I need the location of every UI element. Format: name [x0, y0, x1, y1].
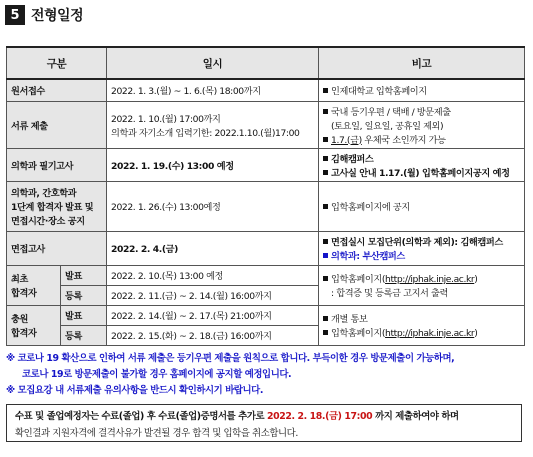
- row-note: 입학홈페이지에 공지: [319, 181, 525, 231]
- notes: [6, 351, 526, 399]
- row-subcategory: 등록: [61, 285, 107, 305]
- row-date: 2022. 2. 10.(목) 13:00 예정: [107, 265, 319, 285]
- schedule-table: [6, 46, 525, 346]
- bullet-icon: [323, 239, 328, 244]
- table-row: [7, 305, 525, 325]
- notice-line: 확인결과 지원자격에 결격사유가 발견될 경우 합격 및 입학을 취소합니다.: [15, 428, 298, 439]
- section-number: 5: [5, 5, 25, 25]
- row-note: 개별 통보 입학홈페이지(http://iphak.inje.ac.kr): [319, 305, 525, 345]
- row-category: 충원 합격자: [7, 305, 61, 345]
- row-date: 2022. 2. 11.(금) ~ 2. 14.(월) 16:00까지: [107, 285, 319, 305]
- table-row: [7, 231, 525, 265]
- row-category: 최초 합격자: [7, 265, 61, 305]
- homepage-link[interactable]: http://iphak.inje.ac.kr: [385, 328, 475, 339]
- row-date: 2022. 2. 15.(화) ~ 2. 18.(금) 16:00까지: [107, 325, 319, 345]
- homepage-link[interactable]: http://iphak.inje.ac.kr: [385, 274, 475, 285]
- row-subcategory: 등록: [61, 325, 107, 345]
- bullet-icon: [323, 330, 328, 335]
- note-line: ※ 코로나 19 확산으로 인하여 서류 제출은 등기우편 제출을 원칙으로 합니다. 부득이한 경우 방문제출이 가능하며,: [6, 353, 455, 364]
- table-row: [7, 181, 525, 231]
- notice-box: [6, 404, 522, 442]
- header-category: 구분: [7, 47, 107, 79]
- table-row: [7, 79, 525, 101]
- row-category: 면접고사: [7, 231, 107, 265]
- row-category: 의학과 필기고사: [7, 148, 107, 181]
- row-date: 2022. 2. 4.(금): [107, 231, 319, 265]
- table-row: [7, 148, 525, 181]
- header-note: 비고: [319, 47, 525, 79]
- notice-line: 수표 및 졸업예정자는 수료(졸업) 후 수료(졸업)증명서를 추가로 2022. 2. 18.(금) 17:00 까지 제출하여야 하며: [15, 411, 459, 422]
- row-note: 김해캠퍼스 고사실 안내 1.17.(월) 입학홈페이지공지 예정: [319, 148, 525, 181]
- row-date: 2022. 2. 14.(월) ~ 2. 17.(목) 21:00까지: [107, 305, 319, 325]
- row-date: 2022. 1. 26.(수) 13:00예정: [107, 181, 319, 231]
- row-note: 면접실시 모집단위(의학과 제외): 김해캠퍼스 의학과: 부산캠퍼스: [319, 231, 525, 265]
- bullet-icon: [323, 253, 328, 258]
- row-note: 입학홈페이지(http://iphak.inje.ac.kr) : 합격증 및 등록금 고지서 출력: [319, 265, 525, 305]
- row-subcategory: 발표: [61, 265, 107, 285]
- section-title: 전형일정: [31, 8, 84, 24]
- bullet-icon: [323, 316, 328, 321]
- row-date: 2022. 1. 3.(월) ~ 1. 6.(목) 18:00까지: [107, 79, 319, 101]
- row-subcategory: 발표: [61, 305, 107, 325]
- bullet-icon: [323, 204, 328, 209]
- bullet-icon: [323, 170, 328, 175]
- row-category: 원서접수: [7, 79, 107, 101]
- note-line: 코로나 19로 방문제출이 불가할 경우 홈페이지에 공지할 예정입니다.: [22, 369, 292, 380]
- bullet-icon: [323, 88, 328, 93]
- row-category: 서류 제출: [7, 101, 107, 148]
- bullet-icon: [323, 276, 328, 281]
- header-date: 일시: [107, 47, 319, 79]
- table-row: [7, 101, 525, 148]
- table-row: [7, 265, 525, 285]
- bullet-icon: [323, 156, 328, 161]
- row-category: 의학과, 간호학과 1단계 합격자 발표 및 면접시간·장소 공지: [7, 181, 107, 231]
- row-date: 2022. 1. 19.(수) 13:00 예정: [107, 148, 319, 181]
- bullet-icon: [323, 109, 328, 114]
- section-heading: [5, 4, 83, 26]
- bullet-icon: [323, 137, 328, 142]
- table-header-row: [7, 47, 525, 79]
- row-note: 국내 등기우편 / 택배 / 방문제출 (토요일, 일요일, 공휴일 제외) 1.7.(금) 우체국 소인까지 가능: [319, 101, 525, 148]
- row-note: 인제대학교 입학홈페이지: [319, 79, 525, 101]
- deadline: 2022. 2. 18.(금) 17:00: [267, 411, 373, 422]
- row-date: 2022. 1. 10.(월) 17:00까지 의학과 자기소개 입력기한: 2022.1.10.(월)17:00: [107, 101, 319, 148]
- note-line: ※ 모집요강 내 서류제출 유의사항을 반드시 확인하시기 바랍니다.: [6, 385, 263, 396]
